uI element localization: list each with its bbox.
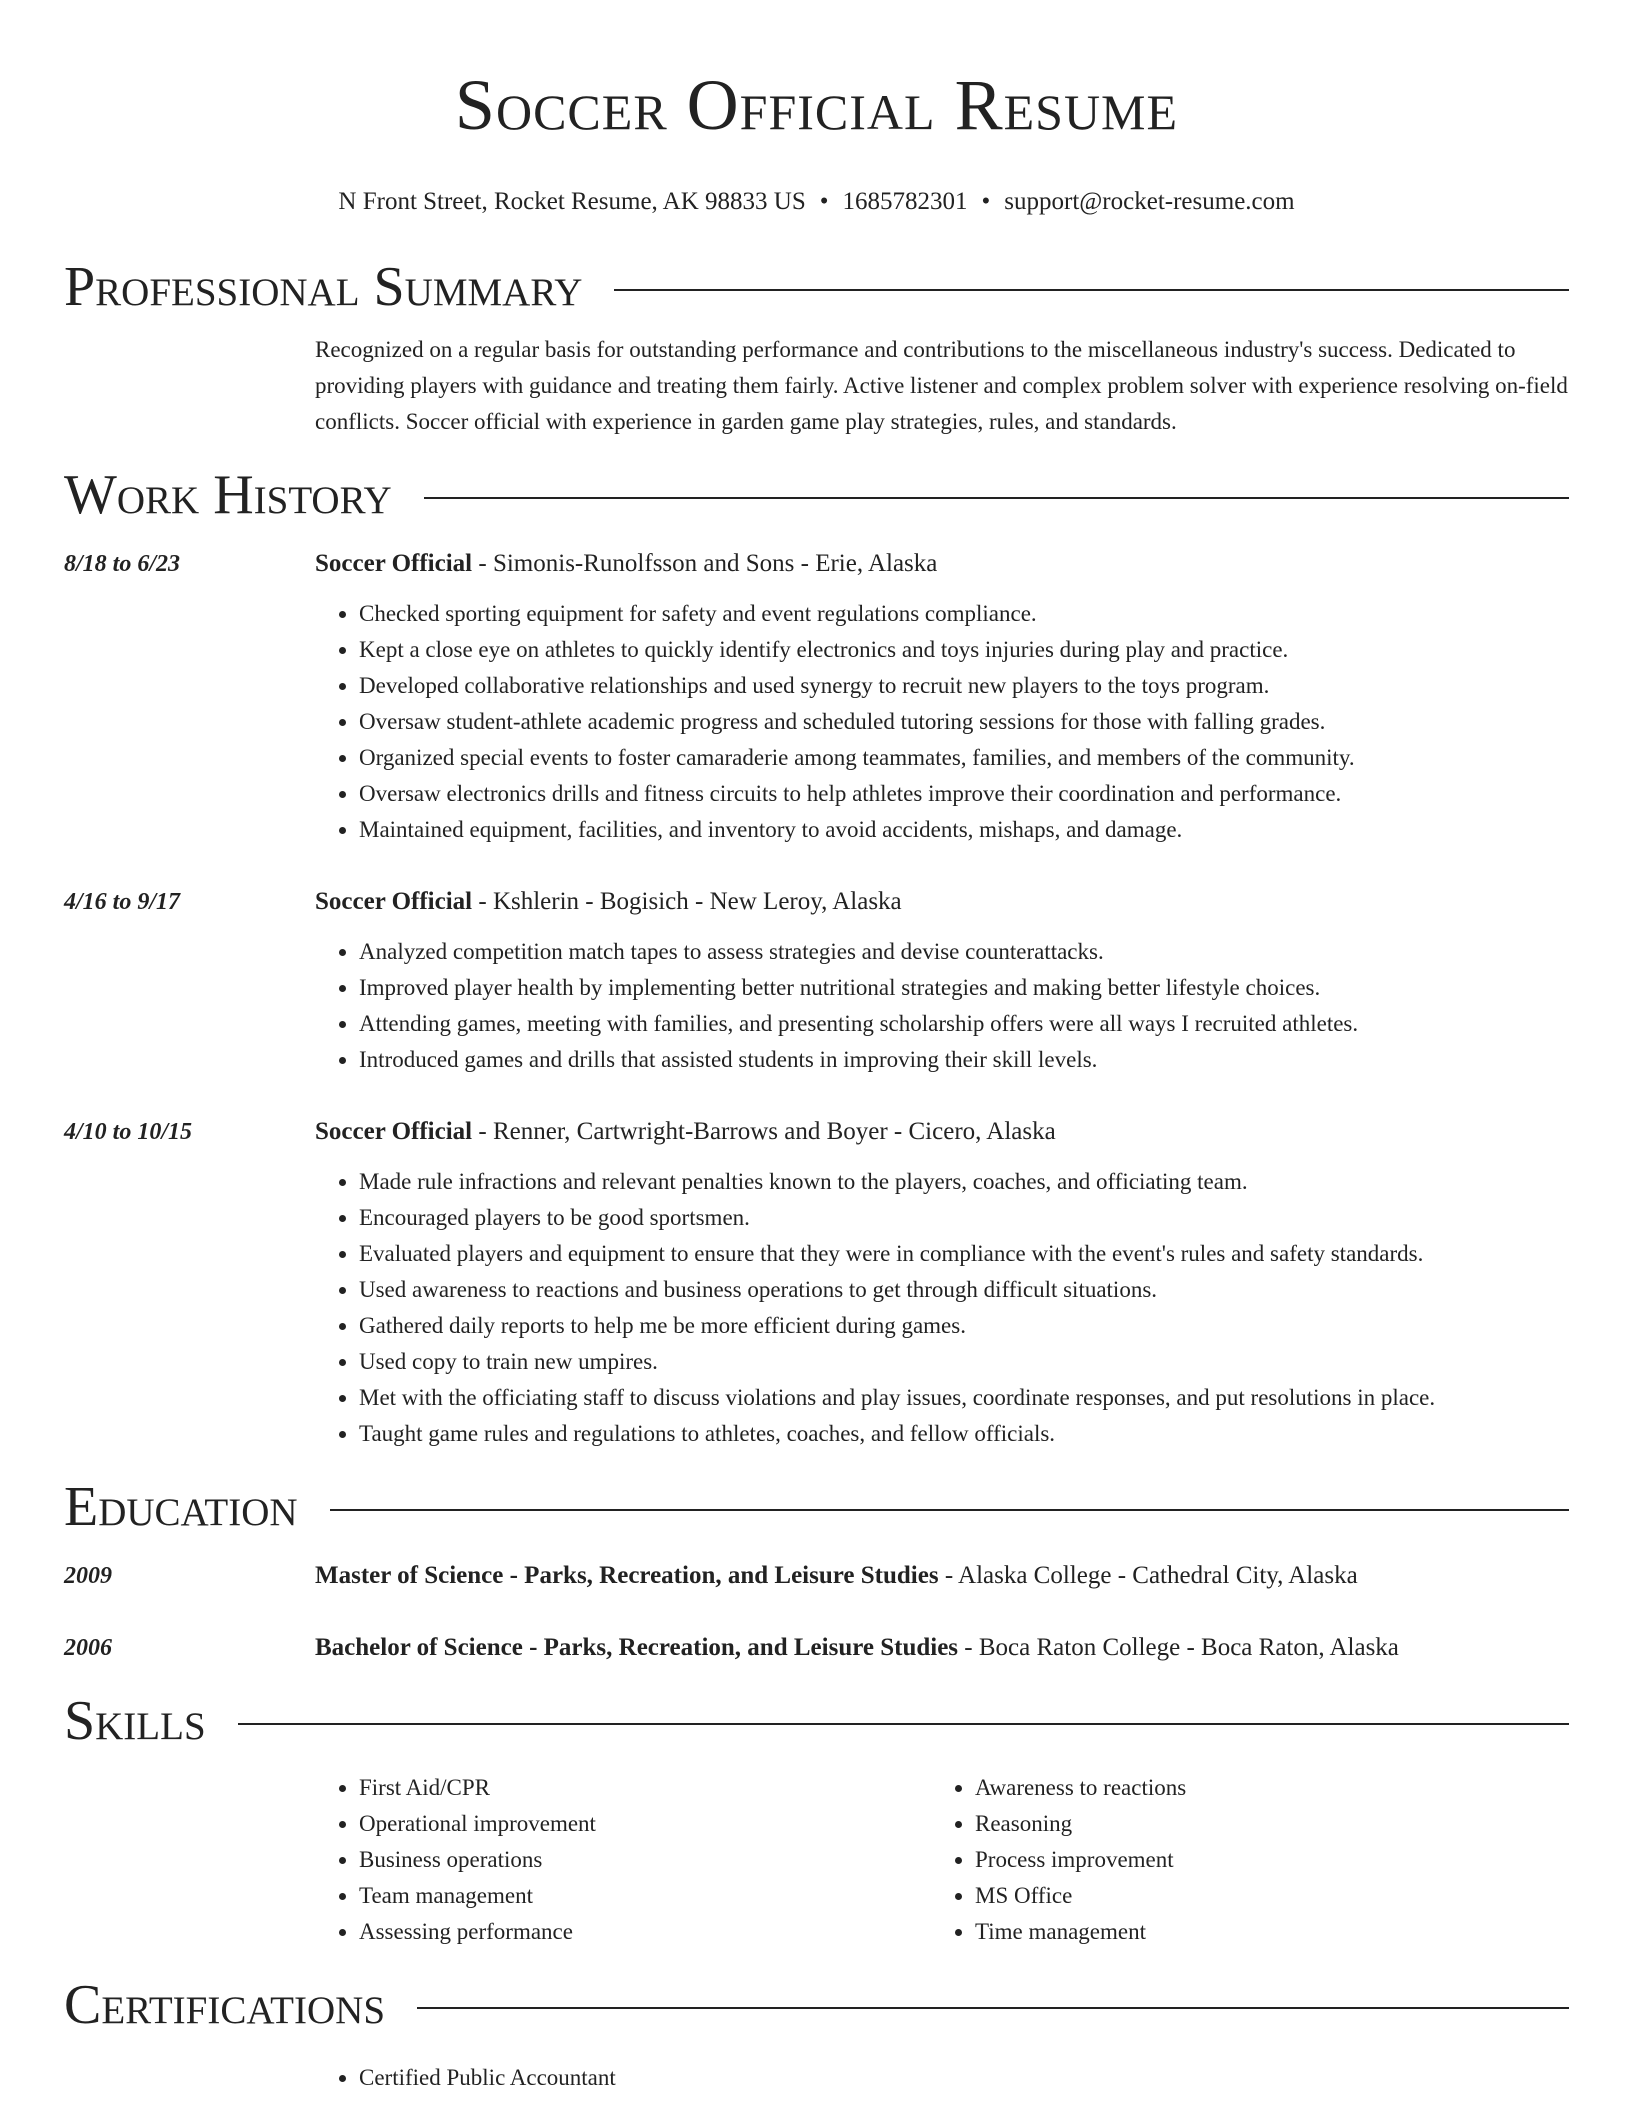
list-item: • Oversaw student-athlete academic progress and scheduled tutoring sessions for those with falling grades. (359, 704, 1569, 740)
job-dates: 4/10 to 10/15 (64, 1119, 193, 1145)
job-heading (315, 546, 1569, 582)
list-item: • Reasoning (975, 1806, 1547, 1842)
list-item: • Oversaw electronics drills and fitness circuits to help athletes improve their coordination and performance. (359, 776, 1569, 812)
list-item: • First Aid/CPR (359, 1770, 931, 1806)
education-year: 2006 (64, 1635, 112, 1661)
list-item: • Taught game rules and regulations to athletes, coaches, and fellow officials. (359, 1416, 1569, 1452)
list-item: • Introduced games and drills that assisted students in improving their skill levels. (359, 1042, 1569, 1078)
section-divider (417, 2007, 1569, 2009)
contact-separator: • (819, 188, 829, 215)
section-divider (330, 1509, 1569, 1511)
job-entry (64, 884, 1569, 1078)
list-item: • Assessing performance (359, 1914, 931, 1950)
section-title-certifications: Certifications (64, 1974, 386, 2036)
job-bullets (315, 596, 1569, 848)
job-body (315, 884, 1569, 1078)
education-entry (64, 1630, 1569, 1666)
section-title-summary: Professional Summary (64, 256, 583, 318)
contact-line (64, 186, 1569, 218)
job-title: Soccer Official (315, 1118, 473, 1145)
section-work-header (64, 464, 1569, 526)
resume-page (64, 0, 1569, 2096)
list-item: • Evaluated players and equipment to ensure that they were in compliance with the event's rules and safety standards. (359, 1236, 1569, 1272)
list-item: • Attending games, meeting with families, and presenting scholarship offers were all ways I recruited athletes. (359, 1006, 1569, 1042)
job-entry (64, 1114, 1569, 1452)
list-item: • Met with the officiating staff to discuss violations and play issues, coordinate responses, and put resolutions in place. (359, 1380, 1569, 1416)
list-item: • Maintained equipment, facilities, and inventory to avoid accidents, mishaps, and damage. (359, 812, 1569, 848)
job-body (315, 546, 1569, 848)
degree-name: Master of Science - Parks, Recreation, and Leisure Studies (315, 1562, 939, 1589)
certifications-bullets (315, 2060, 1569, 2096)
section-divider (238, 1723, 1569, 1725)
job-title: Soccer Official (315, 888, 473, 915)
list-item: • Team management (359, 1878, 931, 1914)
list-item: • Time management (975, 1914, 1547, 1950)
job-dates: 8/18 to 6/23 (64, 551, 181, 577)
contact-email: support@rocket-resume.com (1004, 188, 1295, 215)
section-skills-header (64, 1690, 1569, 1752)
section-divider (614, 289, 1569, 291)
job-bullets (315, 1164, 1569, 1452)
section-education-header (64, 1476, 1569, 1538)
certifications-list (64, 2060, 1569, 2096)
list-item: • Certified Public Accountant (359, 2060, 1569, 2096)
contact-phone: 1685782301 (842, 188, 968, 215)
list-item: • Gathered daily reports to help me be more efficient during games. (359, 1308, 1569, 1344)
job-details: - Renner, Cartwright-Barrows and Boyer - Cicero, Alaska (472, 1118, 1056, 1145)
list-item: • Used awareness to reactions and business operations to get through difficult situations. (359, 1272, 1569, 1308)
section-divider (424, 497, 1569, 499)
list-item: • Improved player health by implementing better nutritional strategies and making better lifestyle choices. (359, 970, 1569, 1006)
list-item: • Developed collaborative relationships and used synergy to recruit new players to the toys program. (359, 668, 1569, 704)
job-bullets (315, 934, 1569, 1078)
education-heading (315, 1630, 1399, 1666)
list-item: • Checked sporting equipment for safety and event regulations compliance. (359, 596, 1569, 632)
degree-name: Bachelor of Science - Parks, Recreation, and Leisure Studies (315, 1634, 959, 1661)
list-item: • Analyzed competition match tapes to assess strategies and devise counterattacks. (359, 934, 1569, 970)
job-details: - Simonis-Runolfsson and Sons - Erie, Alaska (472, 550, 938, 577)
job-heading (315, 884, 1569, 920)
section-title-skills: Skills (64, 1690, 206, 1752)
job-details: - Kshlerin - Bogisich - New Leroy, Alaska (472, 888, 902, 915)
skills-list (315, 1770, 1569, 1950)
list-item: • Organized special events to foster camaraderie among teammates, families, and members of the community. (359, 740, 1569, 776)
list-item: • Business operations (359, 1842, 931, 1878)
section-title-work: Work History (64, 464, 392, 526)
education-heading (315, 1558, 1358, 1594)
job-dates: 4/16 to 9/17 (64, 889, 181, 915)
list-item: • Encouraged players to be good sportsmen. (359, 1200, 1569, 1236)
job-entry (64, 546, 1569, 848)
list-item: • Made rule infractions and relevant penalties known to the players, coaches, and officiating team. (359, 1164, 1569, 1200)
contact-address: N Front Street, Rocket Resume, AK 98833 US (338, 188, 806, 215)
education-details: - Boca Raton College - Boca Raton, Alaska (958, 1634, 1399, 1661)
list-item: • Awareness to reactions (975, 1770, 1547, 1806)
list-item: • Kept a close eye on athletes to quickly identify electronics and toys injuries during play and practice. (359, 632, 1569, 668)
job-heading (315, 1114, 1569, 1150)
job-body (315, 1114, 1569, 1452)
section-summary-header (64, 256, 1569, 318)
section-certifications-header (64, 1974, 1569, 2036)
work-history (64, 546, 1569, 1452)
resume-title: Soccer Official Resume (454, 65, 1179, 145)
list-item: • Process improvement (975, 1842, 1547, 1878)
summary-text: Recognized on a regular basis for outstanding performance and contributions to the miscellaneous industry's success. Dedicated to providing players with guidance and treating them fairly. Active listener and complex problem solver with experience resolving on-field conflicts. Soccer official with experience in garden game play strategies, rules, and standards. (315, 337, 1568, 434)
education-details: - Alaska College - Cathedral City, Alaska (938, 1562, 1358, 1589)
education-entry (64, 1558, 1569, 1594)
education-year: 2009 (64, 1563, 112, 1589)
skills-column-right (931, 1770, 1547, 1950)
list-item: • MS Office (975, 1878, 1547, 1914)
list-item: • Used copy to train new umpires. (359, 1344, 1569, 1380)
skills-column-left (315, 1770, 931, 1950)
contact-separator: • (981, 188, 991, 215)
job-title: Soccer Official (315, 550, 473, 577)
list-item: • Operational improvement (359, 1806, 931, 1842)
section-title-education: Education (64, 1476, 298, 1538)
